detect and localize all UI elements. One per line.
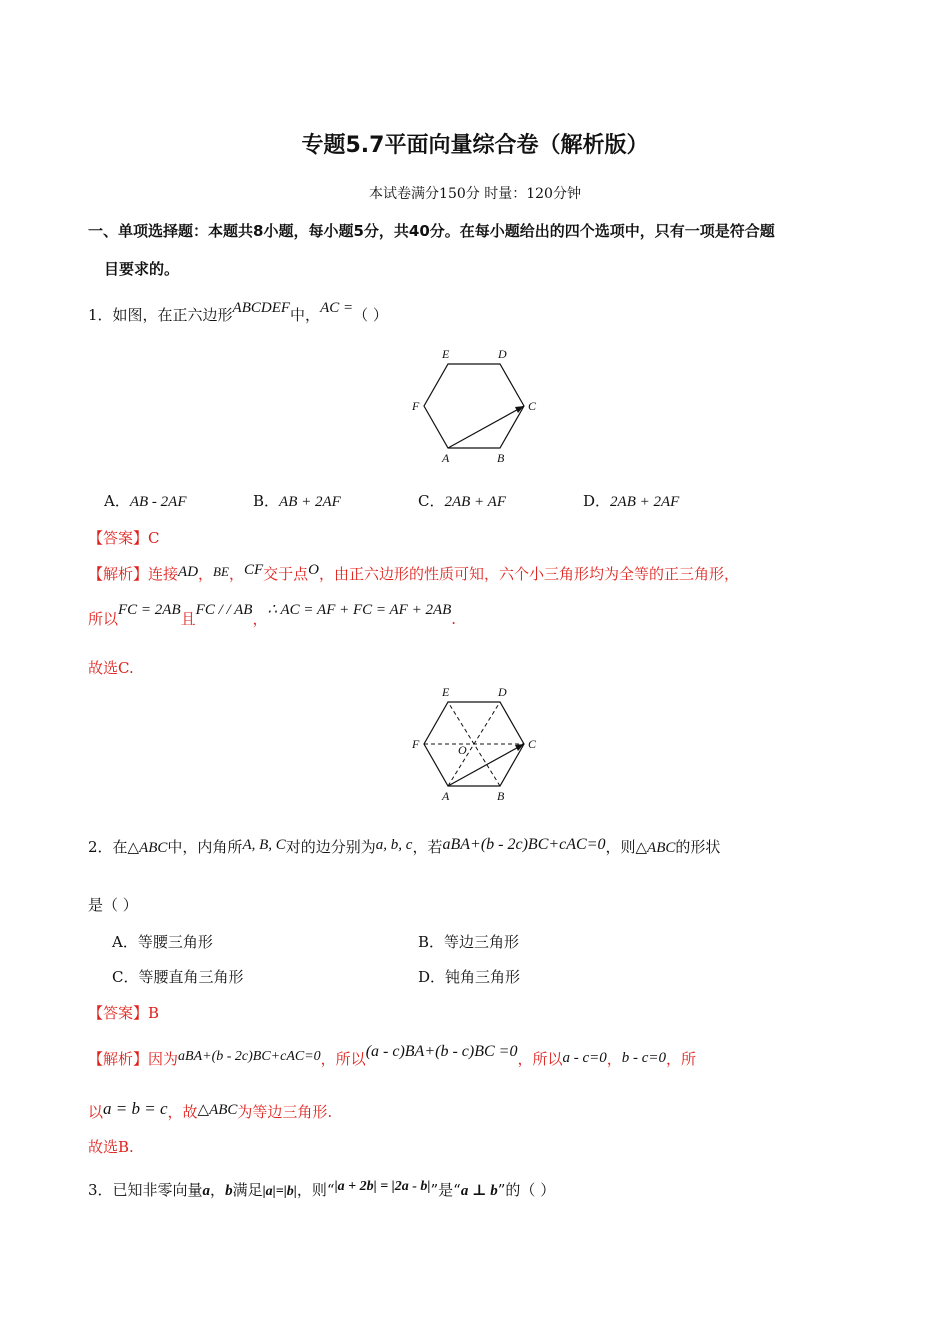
label-c: C (528, 399, 537, 413)
analysis-text: 以 (88, 1103, 104, 1121)
vector-a: a (202, 1183, 211, 1199)
triangle-abc: △ABC (127, 840, 168, 856)
option-expr: AB + 2AF (279, 494, 341, 510)
hexagon-outline (424, 364, 524, 448)
analysis-tag: 【解析】 (88, 565, 149, 583)
q2-analysis-line1 (88, 1043, 697, 1069)
q2-condition-eq: aBA+(b - 2c)BC+cAC=0 (442, 836, 606, 853)
q2-text: 的形状 (675, 838, 721, 856)
q1-stem (88, 300, 388, 325)
triangle-abc: △ABC (635, 840, 676, 856)
q2-choose: 故选B. (88, 1138, 134, 1156)
eq-a-b-c: a = b = c (103, 1099, 168, 1118)
q1-analysis-figure (404, 682, 548, 806)
comma: ， (606, 1050, 622, 1068)
analysis-text: 且 (180, 610, 196, 628)
label-d: D (498, 347, 507, 361)
segment-ad: AD (178, 564, 199, 580)
q1-paren: （ ） (353, 306, 388, 324)
label-a: A (442, 451, 450, 465)
eq-perpendicular: a ⊥ b (460, 1183, 498, 1199)
q1-choose: 故选C. (88, 659, 134, 677)
option-text: 等腰直角三角形 (138, 968, 244, 986)
label-e: E (442, 685, 450, 699)
option-label: B． (418, 933, 445, 951)
q3-prefix: 3．已知非零向量 (88, 1181, 203, 1199)
exam-info: 本试卷满分150分 时量：120分钟 (369, 186, 581, 202)
analysis-text: 为等边三角形. (237, 1103, 333, 1121)
analysis-text: ，所 (666, 1050, 697, 1068)
label-f: F (412, 399, 420, 413)
eq-rearranged: (a - c)BA+(b - c)BC =0 (365, 1043, 518, 1060)
option-text: 等边三角形 (444, 933, 520, 951)
q2-prefix: 2．在 (88, 838, 128, 856)
eq-given: aBA+(b - 2c)BC+cAC=0 (178, 1049, 321, 1064)
q1-stem-prefix: 1．如图，在正六边形 (88, 306, 233, 324)
q3-text: ”的（ ） (497, 1181, 556, 1199)
q3-text: ，则“ (296, 1181, 335, 1199)
analysis-text: 因为 (148, 1050, 179, 1068)
label-a: A (442, 789, 450, 803)
option-text: 等腰三角形 (137, 933, 213, 951)
option-label: D． (583, 492, 611, 510)
q2-text: 中，内角所 (167, 838, 243, 856)
analysis-text: ，由正六边形的性质可知，六个小三角形均为全等的正三角形， (318, 565, 739, 583)
segment-be: BE (213, 564, 229, 579)
option-label: C． (418, 492, 445, 510)
option-label: D． (418, 968, 446, 986)
analysis-text: 交于点 (263, 565, 309, 583)
eq-b-minus-c: b - c=0 (621, 1050, 667, 1066)
label-d: D (498, 685, 507, 699)
q2-text: ，则 (605, 838, 636, 856)
q2-text: 对的边分别为 (285, 838, 376, 856)
page-title: 专题5.7平面向量综合卷（解析版） (301, 133, 649, 158)
q2-analysis-line2 (88, 1101, 332, 1122)
label-f: F (412, 737, 420, 751)
analysis-text: 所以 (88, 610, 119, 628)
q2-stem (88, 836, 720, 857)
option-text: 钝角三角形 (445, 968, 521, 986)
comma: ， (228, 565, 244, 583)
q1-hexagon-figure (404, 344, 548, 468)
q1-option-b[interactable] (253, 490, 341, 511)
eq-norm-sum: |a + 2b| = |2a - b| (334, 1179, 431, 1194)
q1-option-c[interactable] (418, 490, 506, 511)
analysis-tag: 【解析】 (88, 1050, 149, 1068)
analysis-text: 连接 (148, 565, 179, 583)
q3-text: ”是“ (430, 1181, 461, 1199)
analysis-text: . (451, 610, 457, 628)
q1-answer: 【答案】C (88, 529, 160, 547)
segment-cf: CF (243, 562, 264, 578)
q1-vector-ac: AC = (320, 300, 354, 316)
triangle-abc: △ABC (197, 1102, 238, 1118)
q3-text: 满足 (232, 1181, 263, 1199)
option-label: A． (112, 933, 138, 951)
angles-abc: A, B, C (242, 837, 286, 853)
option-expr: 2AB + 2AF (610, 494, 680, 510)
q1-hexagon-name: ABCDEF (232, 300, 291, 316)
eq-fc-2ab: FC = 2AB (118, 602, 181, 618)
q1-option-d[interactable] (583, 490, 679, 511)
analysis-text: ， (252, 610, 268, 628)
q3-stem (88, 1179, 555, 1200)
label-o: O (458, 743, 467, 757)
q2-option-a[interactable] (112, 931, 213, 952)
eq-norm-equal: |a|=|b| (262, 1184, 297, 1199)
option-label: A． (104, 492, 130, 510)
q2-stem-cont: 是（ ） (88, 896, 138, 914)
label-e: E (442, 347, 450, 361)
point-o: O (308, 562, 319, 578)
section-header-cont: 目要求的。 (104, 260, 180, 278)
analysis-text: ，故 (167, 1103, 198, 1121)
analysis-text: ，所以 (320, 1050, 366, 1068)
q2-option-c[interactable] (112, 966, 244, 987)
q1-analysis-line2 (88, 602, 457, 629)
q2-answer: 【答案】B (88, 1004, 160, 1022)
analysis-text: ，所以 (517, 1050, 563, 1068)
q2-text: ，若 (412, 838, 443, 856)
option-expr: AB - 2AF (129, 494, 187, 510)
q2-option-b[interactable] (418, 931, 519, 952)
comma: ， (210, 1181, 226, 1199)
label-c: C (528, 737, 537, 751)
section-header: 一、单项选择题：本题共8小题，每小题5分，共40分。在每小题给出的四个选项中，只有一项是符合题 (88, 222, 775, 240)
eq-conclusion: ∴ AC = AF + FC = AF + 2AB (267, 602, 452, 618)
q2-option-d[interactable] (418, 966, 520, 987)
label-b: B (497, 451, 505, 465)
eq-a-minus-c: a - c=0 (562, 1050, 607, 1066)
option-expr: 2AB + AF (444, 494, 506, 510)
option-label: B． (253, 492, 280, 510)
eq-parallel: FC / / AB (195, 602, 253, 618)
sides-abc: a, b, c (375, 837, 413, 853)
comma: ， (198, 565, 214, 583)
label-b: B (497, 789, 505, 803)
option-label: C． (112, 968, 139, 986)
vector-b: b (225, 1183, 233, 1199)
q1-option-a[interactable] (104, 490, 187, 511)
q1-stem-mid: 中， (290, 306, 321, 324)
q1-analysis-line1 (88, 563, 739, 584)
